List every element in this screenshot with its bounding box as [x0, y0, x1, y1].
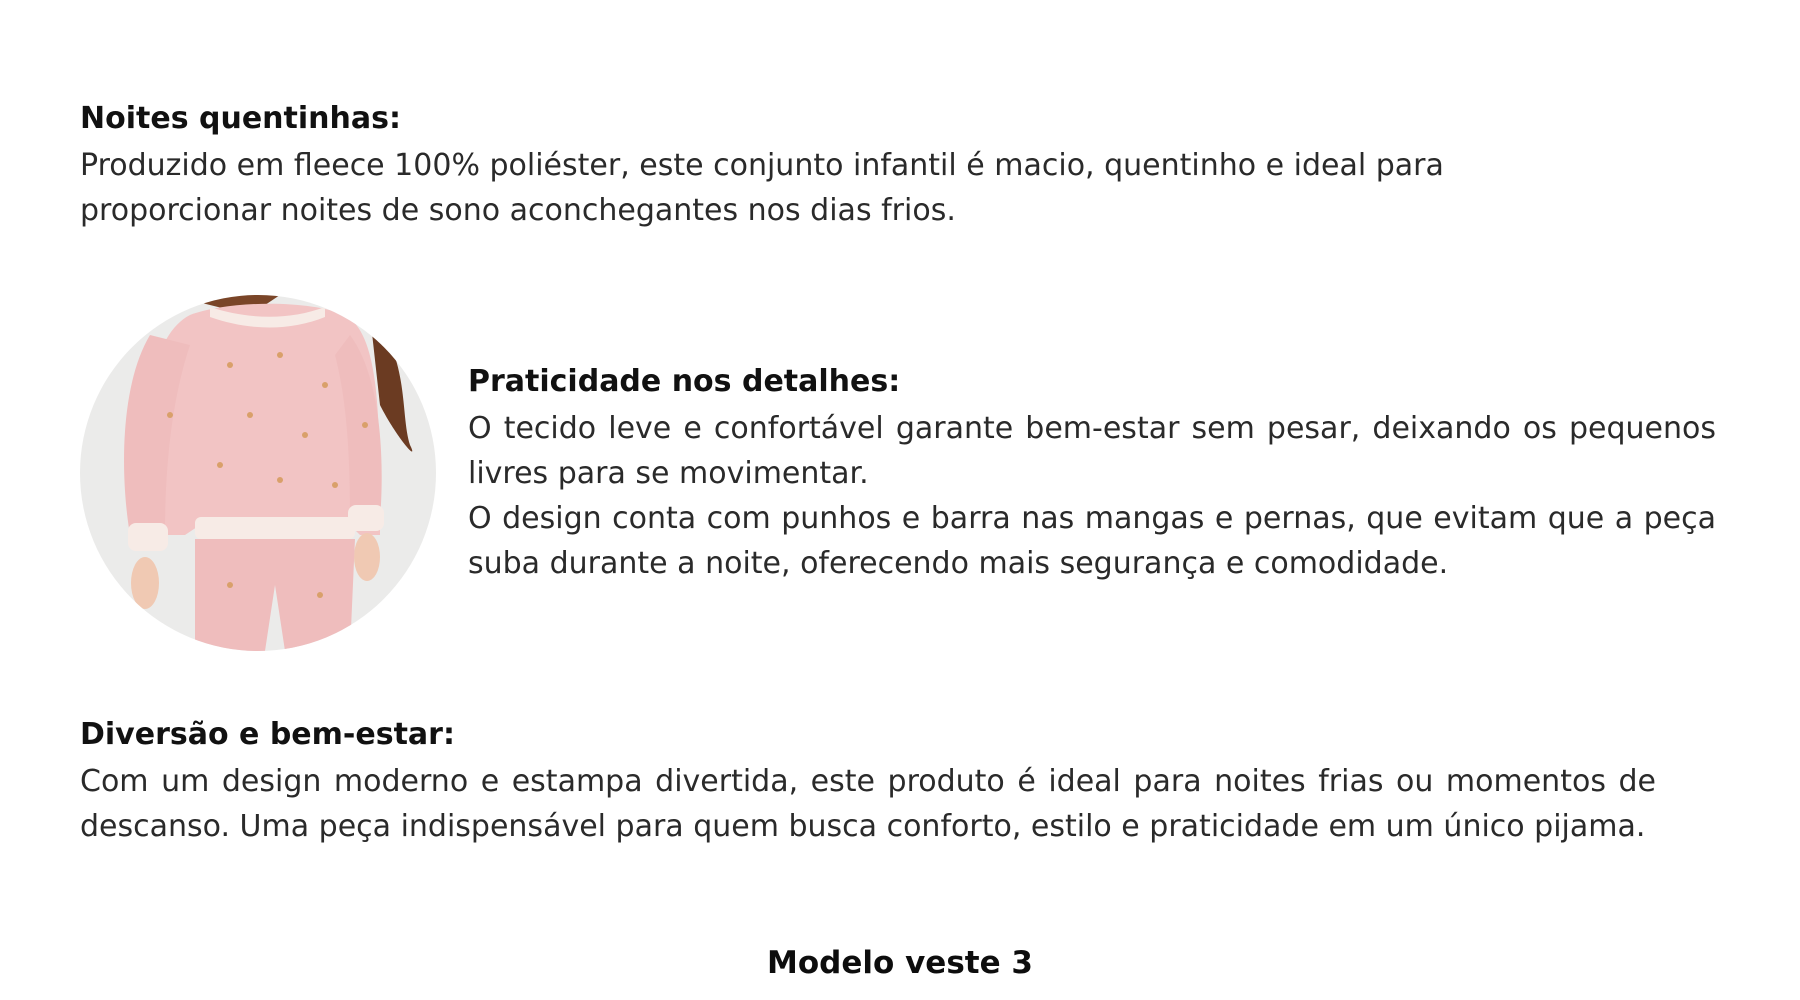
product-photo [80, 295, 436, 651]
section-heading: Praticidade nos detalhes: [468, 364, 901, 399]
section-praticidade [468, 362, 1716, 586]
section-paragraph: Com um design moderno e estampa divertida, este produto é ideal para noites frias ou momentos de descanso. Uma peça indispensável para quem busca conforto, estilo e praticidade em um único pijama. [80, 764, 1656, 844]
section-noites-quentinhas [80, 99, 1520, 233]
child-pajama-illustration [80, 295, 436, 651]
section-paragraph: Produzido em fleece 100% poliéster, este conjunto infantil é macio, quentinho e ideal para proporcionar noites de sono aconchegantes nos dias frios. [80, 148, 1444, 228]
section-paragraph-2: O design conta com punhos e barra nas mangas e pernas, que evitam que a peça suba durante a noite, oferecendo mais segurança e comodidade. [468, 501, 1716, 581]
section-paragraph-1: O tecido leve e confortável garante bem-estar sem pesar, deixando os pequenos livres para se movimentar. [468, 411, 1716, 491]
section-heading: Diversão e bem-estar: [80, 717, 455, 752]
section-heading: Noites quentinhas: [80, 101, 401, 136]
section-diversao [80, 715, 1656, 849]
model-size-label: Modelo veste 3 [767, 945, 1033, 981]
